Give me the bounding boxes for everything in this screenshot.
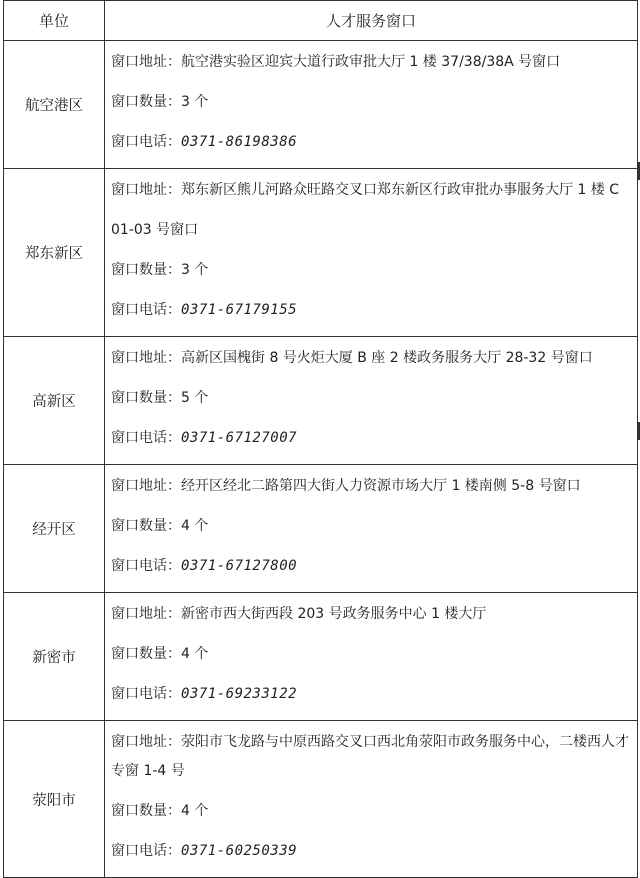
phone-value: 0371-69233122 (181, 686, 298, 702)
address-value: 郑东新区熊儿河路众旺路交叉口郑东新区行政审批办事服务大厅 1 楼 C 01-03 号窗口 (111, 182, 620, 238)
count-label: 窗口数量： (111, 390, 181, 406)
address-value: 荥阳市飞龙路与中原西路交叉口西北角荥阳市政务服务中心，二楼西人才专窗 1-4 号 (111, 734, 629, 779)
unit-cell: 经开区 (4, 465, 105, 593)
table-row (4, 41, 638, 169)
info-cell (105, 721, 638, 878)
address-label: 窗口地址： (111, 606, 181, 622)
count-line (111, 378, 631, 418)
count-value: 4 个 (181, 646, 209, 662)
phone-line (111, 831, 631, 871)
phone-value: 0371-86198386 (181, 134, 298, 150)
service-window-table-container (3, 0, 637, 859)
count-label: 窗口数量： (111, 646, 181, 662)
address-value: 航空港实验区迎宾大道行政审批大厅 1 楼 37/38/38A 号窗口 (181, 54, 561, 70)
phone-line (111, 674, 631, 714)
unit-cell: 高新区 (4, 337, 105, 465)
phone-label: 窗口电话： (111, 134, 181, 150)
count-line (111, 634, 631, 674)
info-cell (105, 465, 638, 593)
address-line (111, 344, 631, 373)
info-cell (105, 593, 638, 721)
address-value: 高新区国槐街 8 号火炬大厦 B 座 2 楼政务服务大厅 28-32 号窗口 (181, 350, 593, 366)
count-line (111, 506, 631, 546)
unit-cell: 郑东新区 (4, 169, 105, 337)
count-value: 3 个 (181, 262, 209, 278)
unit-cell: 新密市 (4, 593, 105, 721)
table-row (4, 465, 638, 593)
phone-label: 窗口电话： (111, 686, 181, 702)
info-cell (105, 169, 638, 337)
address-label: 窗口地址： (111, 54, 181, 70)
address-line (111, 728, 631, 786)
service-window-table (3, 0, 638, 878)
phone-label: 窗口电话： (111, 302, 181, 318)
address-label: 窗口地址： (111, 734, 181, 750)
count-label: 窗口数量： (111, 518, 181, 534)
table-row (4, 169, 638, 337)
address-label: 窗口地址： (111, 182, 181, 198)
address-line (111, 600, 631, 629)
count-label: 窗口数量： (111, 262, 181, 278)
count-value: 4 个 (181, 803, 209, 819)
table-row (4, 337, 638, 465)
table-row (4, 593, 638, 721)
address-value: 经开区经北二路第四大街人力资源市场大厅 1 楼南侧 5-8 号窗口 (181, 478, 581, 494)
count-line (111, 82, 631, 122)
address-label: 窗口地址： (111, 350, 181, 366)
phone-line (111, 290, 631, 330)
count-label: 窗口数量： (111, 803, 181, 819)
info-cell (105, 337, 638, 465)
phone-value: 0371-67179155 (181, 302, 298, 318)
phone-value: 0371-67127007 (181, 430, 298, 446)
header-unit: 单位 (4, 1, 105, 41)
count-line (111, 250, 631, 290)
address-value: 新密市西大街西段 203 号政务服务中心 1 楼大厅 (181, 606, 487, 622)
table-header-row (4, 1, 638, 41)
count-value: 4 个 (181, 518, 209, 534)
phone-line (111, 122, 631, 162)
phone-line (111, 418, 631, 458)
address-line (111, 472, 631, 501)
phone-line (111, 546, 631, 586)
phone-value: 0371-60250339 (181, 843, 298, 859)
address-line (111, 170, 631, 250)
header-service: 人才服务窗口 (105, 1, 638, 41)
unit-cell: 航空港区 (4, 41, 105, 169)
phone-value: 0371-67127800 (181, 558, 298, 574)
phone-label: 窗口电话： (111, 430, 181, 446)
info-cell (105, 41, 638, 169)
count-value: 3 个 (181, 94, 209, 110)
phone-label: 窗口电话： (111, 843, 181, 859)
count-label: 窗口数量： (111, 94, 181, 110)
count-line (111, 791, 631, 831)
unit-cell: 荥阳市 (4, 721, 105, 878)
address-line (111, 48, 631, 77)
table-row (4, 721, 638, 878)
address-label: 窗口地址： (111, 478, 181, 494)
phone-label: 窗口电话： (111, 558, 181, 574)
count-value: 5 个 (181, 390, 209, 406)
